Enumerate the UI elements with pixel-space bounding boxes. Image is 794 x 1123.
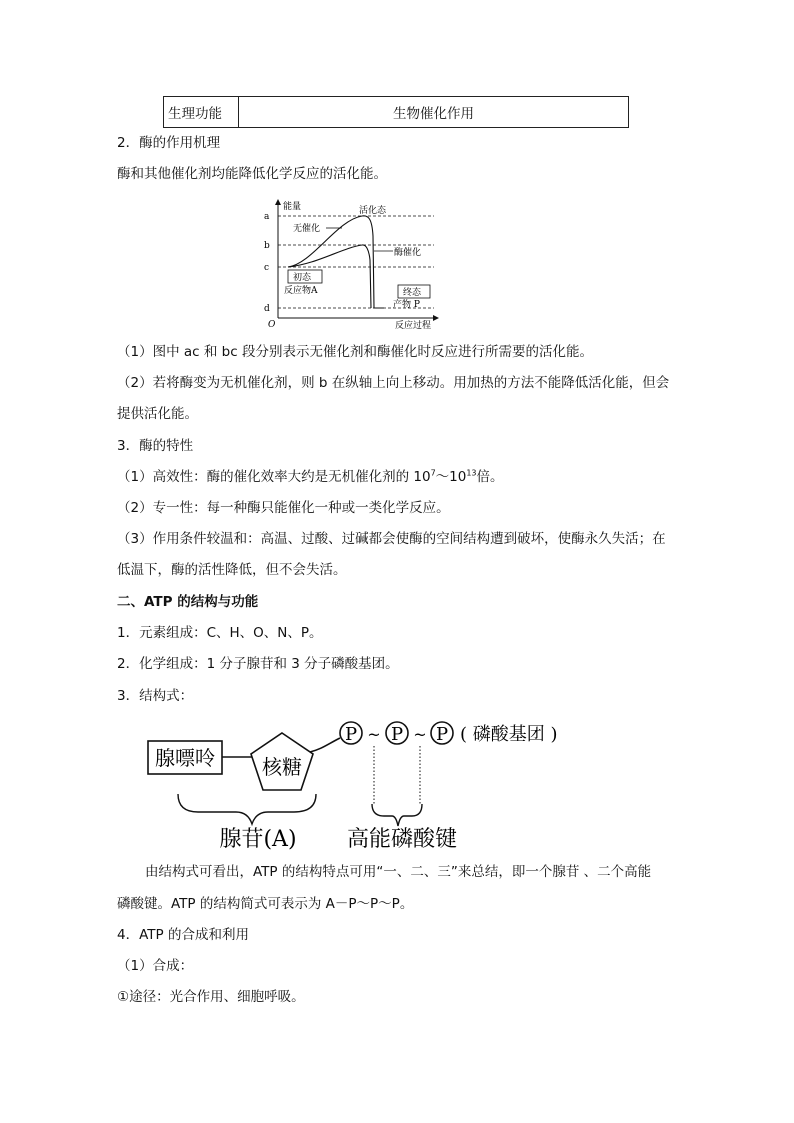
atp-structure-summary-cont: 磷酸键。ATP 的结构简式可表示为 A－P～P～P。	[117, 896, 414, 912]
x-axis-label: 反应过程	[395, 321, 432, 331]
section-heading-atp: 二、ATP 的结构与功能	[117, 594, 259, 610]
function-label: 生理功能	[164, 97, 239, 128]
origin-label: O	[268, 320, 276, 330]
synthesis-pathway: ①途径：光合作用、细胞呼吸。	[117, 989, 305, 1005]
product-label: 产物 P	[393, 300, 420, 310]
atp-structure-heading: 3．结构式：	[117, 688, 194, 704]
property-specificity: （2）专一性：每一种酶只能催化一种或一类化学反应。	[117, 500, 450, 516]
paragraph-item-2: （2）若将酶变为无机催化剂，则 b 在纵轴上向上移动。用加热的方法不能降低活化能，但会	[117, 375, 670, 391]
y-axis-label: 能量	[283, 202, 302, 212]
property-mild-conditions: （3）作用条件较温和：高温、过酸、过碱都会使酶的空间结构遭到破坏，使酶永久失活；在	[117, 531, 666, 547]
level-d-label: d	[264, 304, 270, 314]
high-energy-bond-2: ~	[413, 725, 427, 744]
final-state-label: 终态	[403, 288, 422, 298]
reactant-label: 反应物A	[284, 286, 318, 296]
phosphate-3: P	[435, 724, 449, 745]
adenosine-label: 腺苷(A)	[219, 827, 297, 852]
enzyme-catalyst-label: 酶催化	[394, 248, 422, 258]
initial-state-label: 初态	[293, 273, 312, 283]
atp-composition: 2．化学组成：1 分子腺苷和 3 分子磷酸基团。	[117, 656, 399, 672]
synthesis-heading: （1）合成：	[117, 958, 194, 974]
heading-atp-synthesis: 4．ATP 的合成和利用	[117, 927, 249, 943]
phosphate-group-label: ( 磷酸基团 )	[460, 724, 558, 745]
atp-structure-summary: 由结构式可看出，ATP 的结构特点可用“一、二、三”来总结，即一个腺苷 、二个高能	[145, 864, 652, 880]
atp-elements: 1．元素组成：C、H、O、N、P。	[117, 625, 323, 641]
property-mild-conditions-cont: 低温下，酶的活性降低，但不会失活。	[117, 562, 347, 578]
adenine-label: 腺嘌呤	[155, 746, 215, 770]
ribose-label: 核糖	[262, 755, 302, 779]
active-state-label: 活化态	[359, 206, 387, 216]
paragraph-activation-energy: 酶和其他催化剂均能降低化学反应的活化能。	[117, 166, 387, 182]
high-energy-bond-1: ~	[367, 725, 381, 744]
function-table	[163, 96, 629, 128]
level-b-label: b	[264, 241, 270, 251]
heading-enzyme-properties: 3．酶的特性	[117, 438, 194, 454]
heading-enzyme-mechanism: 2．酶的作用机理	[117, 135, 221, 151]
phosphate-2: P	[390, 724, 404, 745]
level-a-label: a	[264, 212, 270, 222]
property-efficiency: （1）高效性：酶的催化效率大约是无机催化剂的 $10^7\sim 10^{13}$倍。	[117, 468, 504, 485]
function-value: 生物催化作用	[239, 97, 629, 128]
energy-diagram	[262, 196, 444, 332]
paragraph-item-1: （1）图中 ac 和 bc 段分别表示无催化剂和酶催化时反应进行所需要的活化能。	[117, 344, 593, 360]
phosphate-1: P	[344, 724, 358, 745]
level-c-label: c	[264, 263, 270, 273]
high-energy-bond-label: 高能磷酸键	[346, 827, 458, 852]
atp-structure-diagram	[140, 716, 610, 854]
no-catalyst-label: 无催化	[293, 224, 321, 234]
paragraph-item-2-cont: 提供活化能。	[117, 406, 198, 422]
